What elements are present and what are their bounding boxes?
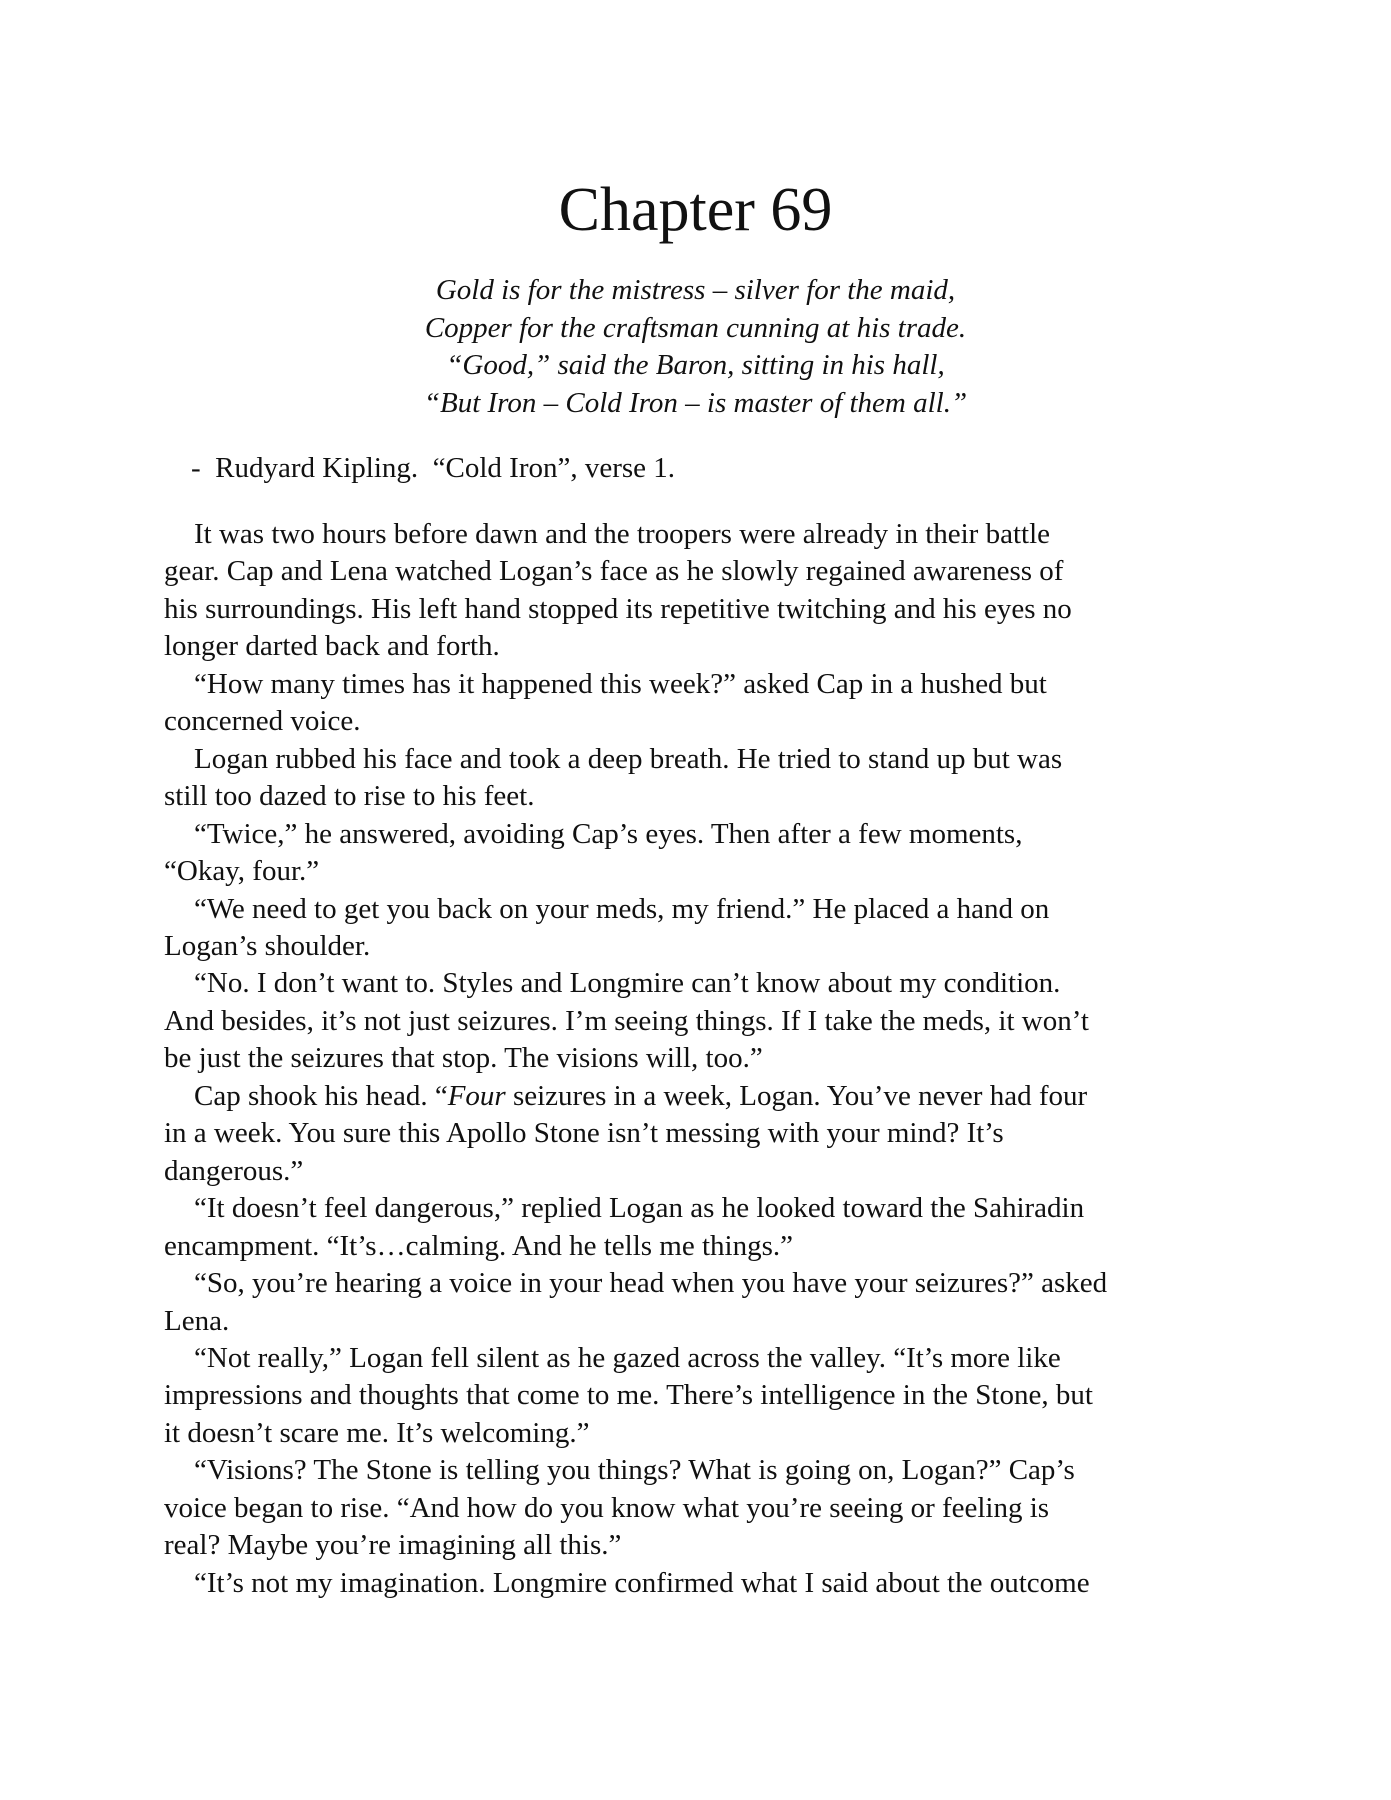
paragraph-line: “How many times has it happened this week?” asked Cap in a hushed but [194,667,1047,700]
paragraph-line: his surroundings. His left hand stopped its repetitive twitching and his eyes no [164,592,1072,625]
paragraph-line: gear. Cap and Lena watched Logan’s face as he slowly regained awareness of [164,555,1064,588]
emphasized-word: Four [447,1079,506,1112]
paragraph-line: Logan rubbed his face and took a deep breath. He tried to stand up but was [194,742,1063,775]
paragraph-line: longer darted back and forth. [164,630,500,663]
paragraph-line: It was two hours before dawn and the troopers were already in their battle [194,518,1050,550]
paragraph-line: real? Maybe you’re imagining all this.” [164,1529,622,1562]
paragraph-line: “Not really,” Logan fell silent as he gazed across the valley. “It’s more like [194,1341,1061,1374]
paragraph-line [164,1078,1244,1115]
epigraph-line: “But Iron – Cold Iron – is master of them all.” [423,386,968,419]
paragraph-line: impressions and thoughts that come to me. There’s intelligence in the Stone, but [164,1379,1093,1412]
paragraph-line: “It’s not my imagination. Longmire confirmed what I said about the outcome [194,1566,1090,1599]
paragraph-line: it doesn’t scare me. It’s welcoming.” [164,1416,590,1449]
paragraph-line: “Okay, four.” [164,855,320,888]
epigraph-poem [0,272,1391,422]
paragraph-line: encampment. “It’s…calming. And he tells me things.” [164,1229,793,1262]
epigraph-line: “Good,” said the Baron, sitting in his hall, [446,349,945,381]
paragraph-line: Logan’s shoulder. [164,929,371,962]
paragraph-line: “Visions? The Stone is telling you things? What is going on, Logan?” Cap’s [194,1454,1075,1487]
paragraph-line: “Twice,” he answered, avoiding Cap’s eyes. Then after a few moments, [194,817,1023,850]
paragraph-line: dangerous.” [164,1154,304,1187]
paragraph-line: “We need to get you back on your meds, my friend.” He placed a hand on [194,892,1050,925]
chapter-title: Chapter 69 [558,176,833,244]
paragraph-line: still too dazed to rise to his feet. [164,780,535,813]
paragraph-line: be just the seizures that stop. The visions will, too.” [164,1042,763,1075]
epigraph-line: Gold is for the mistress – silver for the maid, [435,274,956,306]
paragraph-line: Lena. [164,1304,230,1337]
line-text-after: seizures in a week, Logan. You’ve never had four [505,1079,1088,1112]
paragraph-line: “It doesn’t feel dangerous,” replied Logan as he looked toward the Sahiradin [194,1192,1085,1225]
paragraph-line: voice began to rise. “And how do you know what you’re seeing or feeling is [164,1491,1050,1524]
paragraph-line: And besides, it’s not just seizures. I’m seeing things. If I take the meds, it won’t [164,1004,1089,1037]
chapter-body [164,516,1244,1602]
paragraph-line: in a week. You sure this Apollo Stone isn’t messing with your mind? It’s [164,1117,1004,1150]
line-text-before: Cap shook his head. “ [194,1079,448,1112]
paragraph-line: concerned voice. [164,705,361,738]
paragraph-line: “No. I don’t want to. Styles and Longmire can’t know about my condition. [194,967,1061,1000]
epigraph-attribution: - Rudyard Kipling. “Cold Iron”, verse 1. [191,452,676,484]
epigraph-line: Copper for the craftsman cunning at his trade. [424,311,967,344]
paragraph-line: “So, you’re hearing a voice in your head when you have your seizures?” asked [194,1267,1108,1300]
